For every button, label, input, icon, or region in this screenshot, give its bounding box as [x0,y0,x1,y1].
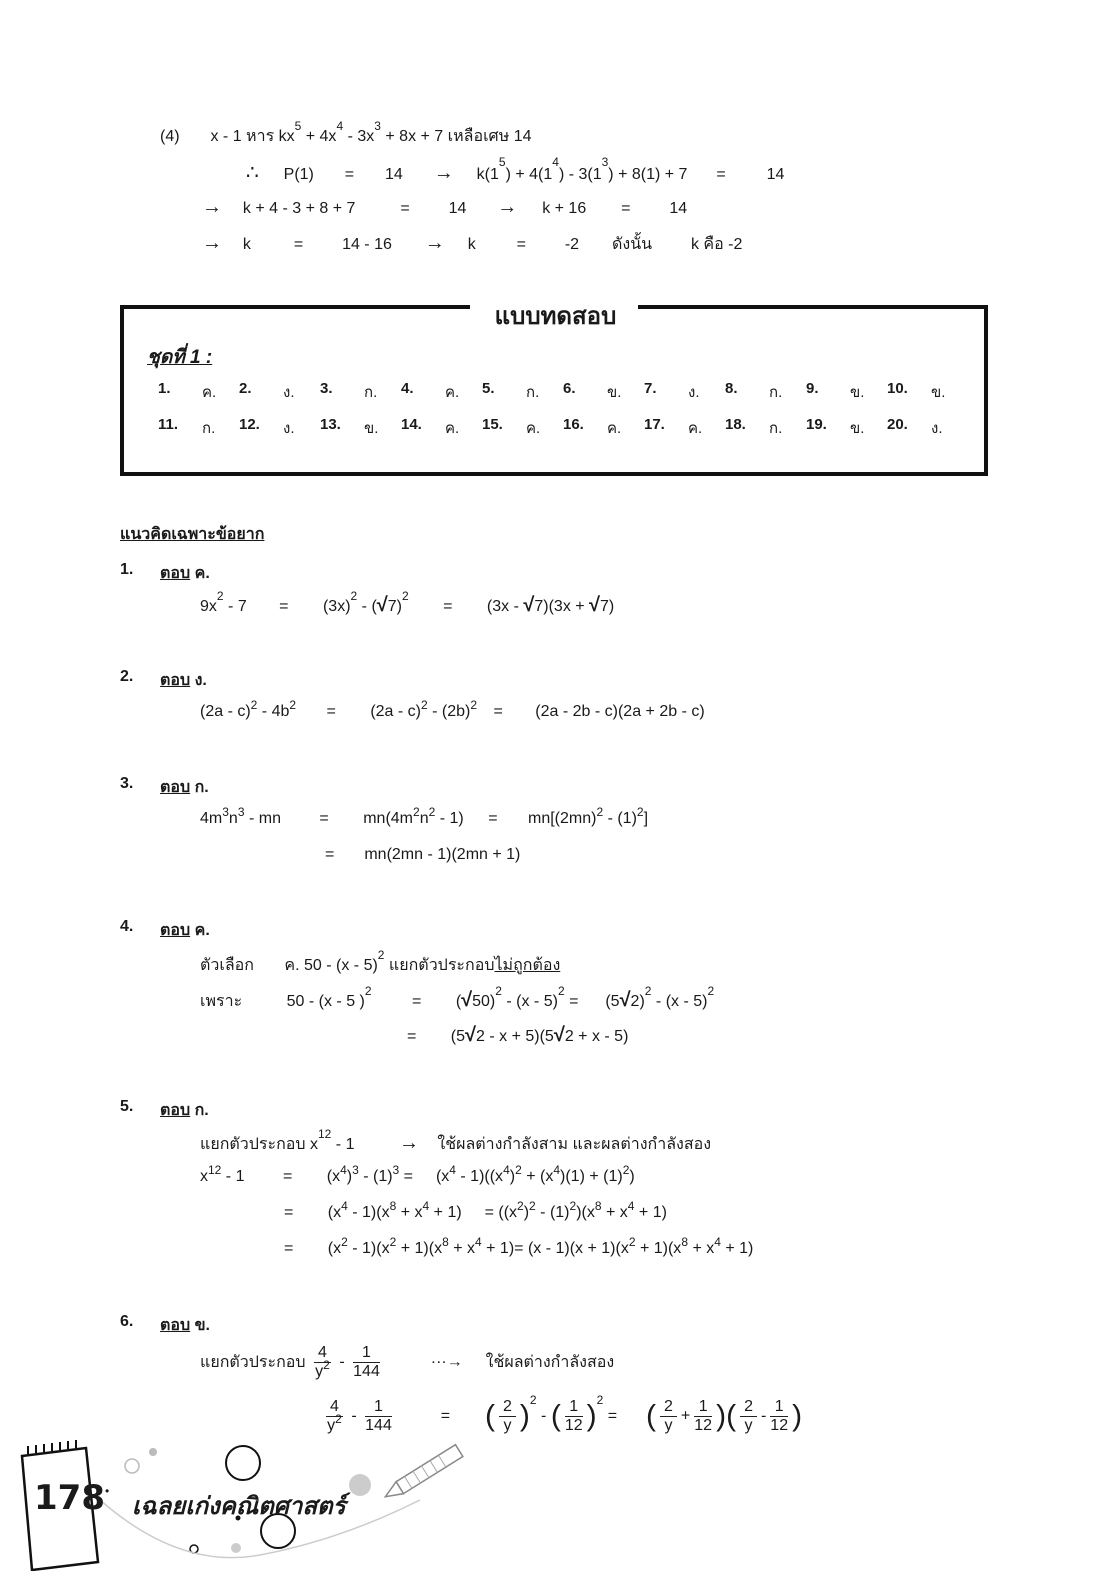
answer-item [725,416,806,440]
circle-deco-1 [226,1446,260,1480]
fraction-4-over-y2-b: $\frac{4}{y^2}$ [327,1398,342,1434]
answer-choice: ก. [526,384,540,401]
answer-number: 12. [239,416,260,433]
answer-choice: ค. [607,420,622,437]
answer-number: 19. [806,416,827,433]
q5-line-4: = $(x^2 - 1)(x^2 + 1)(x^8 + x^4 + 1)= (x - 1)(x + 1)(x^2 + 1)(x^8 + x^4 + 1)$ [284,1235,754,1257]
q3-answer: ตอบ ก. [160,779,209,796]
test-title: แบบทดสอบ [494,303,617,330]
answer-number: 2. [239,380,252,397]
book-title: เฉลยเก่งคณิตศาสตร์ [132,1493,346,1520]
answer-number: 8. [725,380,738,397]
answer-number: 15. [482,416,503,433]
fraction-1-over-144: $\frac{1}{144}$ [353,1344,380,1380]
answer-choice: ข. [364,420,379,437]
answer-item [320,416,401,440]
answer-choice: ข. [931,384,946,401]
fraction-1-over-12-b: $\frac{1}{12}$ [694,1398,713,1434]
answer-number: 14. [401,416,422,433]
answer-item [563,380,644,404]
fraction-2-over-y-c: $\frac{2}{y}$ [740,1398,757,1435]
answer-item [887,416,968,440]
q5-line-2: $x^{12} - 1 = (x^4)^3 - (1)^3 = (x^4 - 1)((x^4)^2 + (x^4)(1) + (1)^2)$ [200,1163,635,1185]
answer-item [725,380,806,404]
q1-answer: ตอบ ค. [160,565,210,582]
fraction-2-over-y: $\frac{2}{y}$ [499,1398,516,1435]
answer-item [563,416,644,440]
bullet-dot: • [105,1484,110,1498]
answer-item [482,380,563,404]
page-footer [0,1430,520,1571]
q2-answer: ตอบ ง. [160,672,207,689]
answer-choice: ค. [445,420,460,437]
page-number: 178 [34,1478,105,1518]
q4-answer: ตอบ ค. [160,922,210,939]
dot-deco-1 [149,1448,157,1456]
answer-choice: ค. [202,384,217,401]
q2-equation: $(2a - c)^2 - 4b^2 = (2a - c)^2 - (2b)^2 = (2a - 2b - c)(2a + 2b - c)$ [200,698,705,720]
q5-line-3: = $(x^4 - 1)(x^8 + x^4 + 1) = ((x^2)^2 - (1)^2)(x^8 + x^4 + 1)$ [284,1199,667,1221]
answer-number: 4. [401,380,414,397]
q6-line-1: แยกตัวประกอบ $\frac{4}{y^2}$ - $\frac{1}{144}$ ···→ ใช้ผลต่างกำลังสอง [200,1344,615,1380]
answer-item [401,416,482,440]
answer-row-2 [158,416,968,440]
answer-item [482,416,563,440]
answer-number: 10. [887,380,908,397]
dot-deco-3 [231,1543,241,1553]
answer-choice: ก. [202,420,216,437]
answer-choice: ง. [283,420,295,437]
answer-choice: ค. [445,384,460,401]
answer-choice: ง. [688,384,700,401]
answer-number: 11. [158,416,179,433]
fraction-1-over-144-b: $\frac{1}{144}$ [365,1398,392,1434]
answer-choice: ง. [283,384,295,401]
fraction-1-over-12-c: $\frac{1}{12}$ [770,1398,789,1434]
answer-number: 1. [158,380,171,397]
working-line-3: → k + 4 - 3 + 8 + 7 = 14 → k + 16 = 14 [202,196,688,218]
answer-item [239,380,320,404]
q6-number: 6. [120,1313,134,1330]
pencil-icon [382,1445,463,1503]
answer-number: 5. [482,380,495,397]
answer-choice: ข. [607,384,622,401]
q5-number: 5. [120,1098,134,1115]
q6-line-2: $\frac{4}{y^2}$ - $\frac{1}{144}$ = ( $\frac{2}{y}$ )$^2$ - ( $\frac{1}{12}$ )$^2$ = ( $\frac{2}{y}$ + $\frac{1}{12}$ )( $\frac{2}{y}$ - $\frac{1}{12}$ ) [327,1393,803,1434]
answer-item [644,416,725,440]
answer-item [158,416,239,440]
answer-choice: ค. [688,420,703,437]
fraction-1-over-12: $\frac{1}{12}$ [564,1398,583,1434]
answer-choice: ค. [526,420,541,437]
answer-choice: ก. [769,420,783,437]
answer-number: 9. [806,380,819,397]
q1-number: 1. [120,561,134,578]
answer-item [158,380,239,404]
q3-number: 3. [120,775,134,792]
set-label: ชุดที่ 1 : [147,347,213,368]
answer-number: 20. [887,416,908,433]
section-title: แนวคิดเฉพาะข้อยาก [120,526,265,543]
answer-item [239,416,320,440]
q5-answer: ตอบ ก. [160,1102,209,1119]
answer-item [806,380,887,404]
dot-deco-2 [349,1474,371,1496]
q4-line-1: ตัวเลือก ค. 50 - (x - 5)$^2$ แยกตัวประกอบไม่ถูกต้อง [200,948,561,974]
answer-item [887,380,968,404]
q3-equation-line-1: $4m^3n^3$ - mn = $mn(4m^2n^2 - 1) = mn[(2mn)^2 - (1)^2]$ [200,805,649,827]
answer-choice: ก. [769,384,783,401]
answer-choice: ข. [850,384,865,401]
answer-number: 7. [644,380,657,397]
q6-answer: ตอบ ข. [160,1317,210,1334]
q5-line-1: แยกตัวประกอบ $x^{12} - 1$ → ใช้ผลต่างกำลังสาม และผลต่างกำลังสอง [200,1127,712,1154]
answer-row-1 [158,380,968,404]
q3-equation-line-2: = mn(2mn - 1)(2mn + 1) [325,846,521,863]
answer-number: 18. [725,416,746,433]
answer-number: 17. [644,416,665,433]
working-line-2: ∴ $P(1) = 14 \to k(1^5) + 4(1^4) - 3(1^3) + 8(1) + 7 = 14$ [246,155,785,184]
answer-number: 3. [320,380,333,397]
q4-number: 4. [120,918,134,935]
working-line-1: (4) x - 1 หาร $kx^5 + 4x^4 - 3x^3 + 8x + 7$ เหลือเศษ 14 [160,119,532,145]
answer-item [320,380,401,404]
answer-item [806,416,887,440]
q1-equation: $9x^2 - 7 = (3x)^2 - (√7)^2 = (3x - √7)(3x + √7)$ [200,589,615,616]
answer-choice: ก. [364,384,378,401]
answer-choice: ง. [931,420,943,437]
answer-item [401,380,482,404]
circle-deco-2 [125,1459,139,1473]
q2-number: 2. [120,668,134,685]
answer-number: 6. [563,380,576,397]
answer-choice: ข. [850,420,865,437]
fraction-4-over-y2: $\frac{4}{y^2}$ [315,1344,330,1380]
answer-number: 16. [563,416,584,433]
fraction-2-over-y-b: $\frac{2}{y}$ [660,1398,677,1435]
q4-line-3: = (5√2 - x + 5)(5√2 + x - 5) [407,1024,629,1046]
answer-item [644,380,725,404]
working-line-4: → k = 14 - 16 → k = -2 ดังนั้น k คือ -2 [202,232,743,254]
answer-number: 13. [320,416,341,433]
q4-line-2: เพราะ 50 - (x - 5 )$^2 = (√50)^2 - (x - 5)^2 = (5√2)^2 - (x - 5)^2$ [200,984,715,1011]
